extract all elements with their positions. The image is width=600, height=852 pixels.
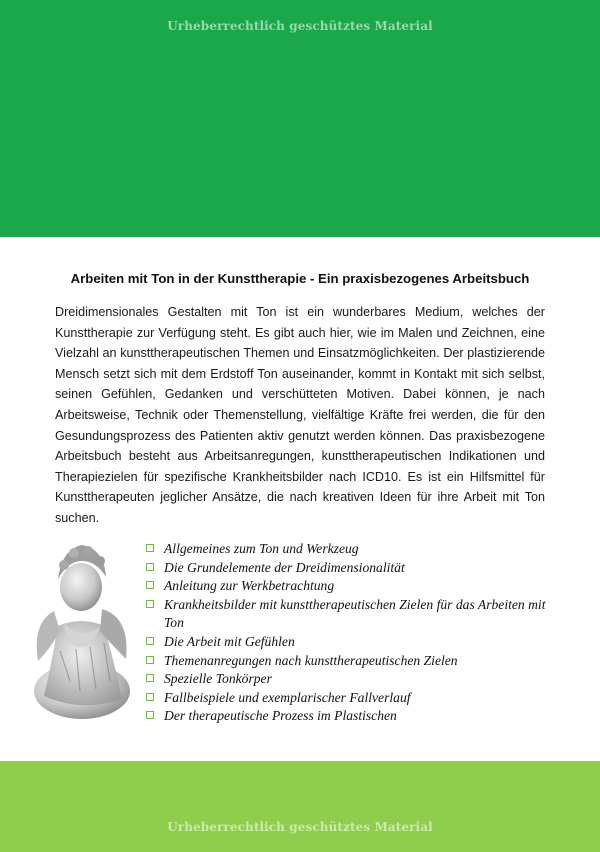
list-item: Themenanregungen nach kunsttherapeutischen Zielen <box>144 652 564 671</box>
watermark-top: Urheberrechtlich geschütztes Material <box>167 19 433 33</box>
list-item: Spezielle Tonkörper <box>144 670 564 689</box>
list-item: Krankheitsbilder mit kunsttherapeutischen Zielen für das Arbeiten mit Ton <box>144 596 564 633</box>
list-item: Der therapeutische Prozess im Plastischen <box>144 707 564 726</box>
checkbox-bullet-icon <box>146 693 154 701</box>
description-text: Dreidimensionales Gestalten mit Ton ist ein wunderbares Medium, welches der Kunsttherapie zur Verfügung steht. Es gibt auch hier, wie im Malen und Zeichnen, eine Vielzahl an kunsttherapeutischen Themen und Einsatzmöglichkeiten. Der plastizierende Mensch setzt sich mit dem Erdstoff Ton auseinander, kommt in Kontakt mit sich selbst, seinen Gefühlen, Gedanken und verschütteten Motiven. Dabei können, je nach Arbeitsweise, Technik oder Themenstellung, vielfältige Kräfte frei werden, die für den Gesundungsprozess des Patienten aktiv genutzt werden können. Das praxisbezogene Arbeitsbuch besteht aus Arbeitsanregungen, kunsttherapeutischen Indikationen und Therapiezielen für spezifische Krankheitsbilder nach ICD10. Es ist ein Hilfsmittel für Kunsttherapeuten jeglicher Ansätze, die nach kreativen Ideen für ihre Arbeit mit Ton suchen. <box>55 305 545 525</box>
list-item: Die Grundelemente der Dreidimensionalität <box>144 559 564 578</box>
watermark-bottom: Urheberrechtlich geschütztes Material <box>167 820 433 834</box>
checkbox-bullet-icon <box>146 674 154 682</box>
top-color-band <box>0 0 600 237</box>
feature-list <box>144 540 564 726</box>
checkbox-bullet-icon <box>146 581 154 589</box>
list-item: Allgemeines zum Ton und Werkzeug <box>144 540 564 559</box>
clay-angel-figure-icon <box>30 531 133 721</box>
list-item: Die Arbeit mit Gefühlen <box>144 633 564 652</box>
checkbox-bullet-icon <box>146 637 154 645</box>
list-item: Anleitung zur Werkbetrachtung <box>144 577 564 596</box>
checkbox-bullet-icon <box>146 544 154 552</box>
bottom-color-band <box>0 761 600 852</box>
book-title: Arbeiten mit Ton in der Kunsttherapie - Ein praxisbezogenes Arbeitsbuch <box>70 271 530 286</box>
checkbox-bullet-icon <box>146 563 154 571</box>
checkbox-bullet-icon <box>146 711 154 719</box>
list-item: Fallbeispiele und exemplarischer Fallverlauf <box>144 689 564 708</box>
checkbox-bullet-icon <box>146 600 154 608</box>
checkbox-bullet-icon <box>146 656 154 664</box>
